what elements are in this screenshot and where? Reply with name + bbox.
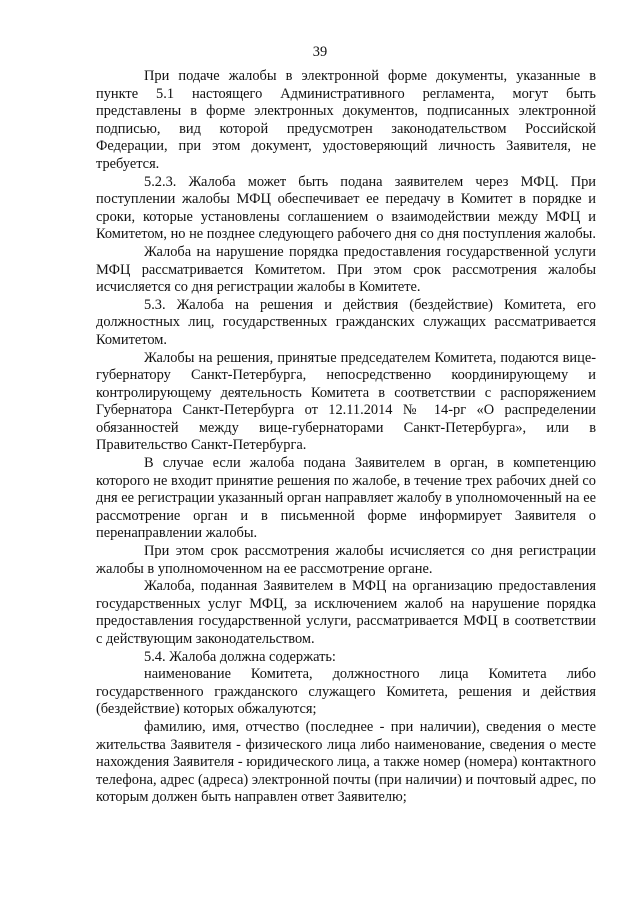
paragraph-5-4: 5.4. Жалоба должна содержать: bbox=[144, 648, 336, 665]
paragraph-5-3: 5.3. Жалоба на решения и действия (бездействие) Комитета, его должностных лиц, государственных гражданских служащих рассматривается Комитетом. bbox=[96, 296, 596, 348]
paragraph-chairman-decisions: Жалобы на решения, принятые председателем Комитета, подаются вице-губернатору Санкт-Петербурга, непосредственно координирующему и контролирующему деятельность Комитета в соответствии с распоряжением Губернатора Санкт-Петербурга от 12.11.2014 № 14-рг «О распределении обязанностей между вице-губернаторами Санкт-Петербурга», или в Правительство Санкт-Петербурга. bbox=[96, 349, 596, 454]
paragraph-electronic-submission: При подаче жалобы в электронной форме документы, указанные в пункте 5.1 настоящего Административного регламента, могут быть представлены в форме электронных документов, подписанных электронной подписью, вид которой предусмотрен законодательством Российской Федерации, при этом документ, удостоверяющий личность Заявителя, не требуется. bbox=[96, 68, 596, 172]
paragraph-wrong-authority: В случае если жалоба подана Заявителем в орган, в компетенцию которого не входит принятие решения по жалобе, в течение трех рабочих дней со дня ее регистрации указанный орган направляет жалобу в уполномоченный на ее рассмотрение орган и в письменной форме информирует Заявителя о перенаправлении жалобы. bbox=[96, 455, 596, 542]
paragraph-mfc-organization: Жалоба, поданная Заявителем в МФЦ на организацию предоставления государственных услуг МФЦ, за исключением жалоб на нарушение порядка предоставления государственной услуги, рассматривается МФЦ в соответствии с действующим законодательством. bbox=[96, 578, 596, 647]
document-body bbox=[96, 68, 596, 807]
paragraph-mfc-complaint: Жалоба на нарушение порядка предоставления государственной услуги МФЦ рассматривается Комитетом. При этом срок рассмотрения жалобы исчисляется со дня регистрации жалобы в Комитете. bbox=[96, 243, 596, 296]
paragraph-5-2-3: 5.2.3. Жалоба может быть подана заявителем через МФЦ. При поступлении жалобы МФЦ обеспечивает ее передачу в Комитет в порядке и сроки, которые установлены соглашением о взаимодействии между МФЦ и Комитетом, но не позднее следующего рабочего дня со дня поступления жалобы. bbox=[96, 173, 596, 243]
page-number: 39 bbox=[312, 44, 328, 60]
paragraph-committee-name: наименование Комитета, должностного лица Комитета либо государственного гражданского служащего Комитета, решения и действия (бездействие) которых обжалуются; bbox=[96, 666, 596, 718]
paragraph-review-term: При этом срок рассмотрения жалобы исчисляется со дня регистрации жалобы в уполномоченном на ее рассмотрение органе. bbox=[96, 543, 596, 577]
paragraph-applicant-details: фамилию, имя, отчество (последнее - при наличии), сведения о месте жительства Заявителя - физического лица либо наименование, сведения о месте нахождения Заявителя - юридического лица, а также номер (номера) контактного телефона, адрес (адреса) электронной почты (при наличии) и почтовый адрес, по которым должен быть направлен ответ Заявителю; bbox=[96, 718, 596, 806]
